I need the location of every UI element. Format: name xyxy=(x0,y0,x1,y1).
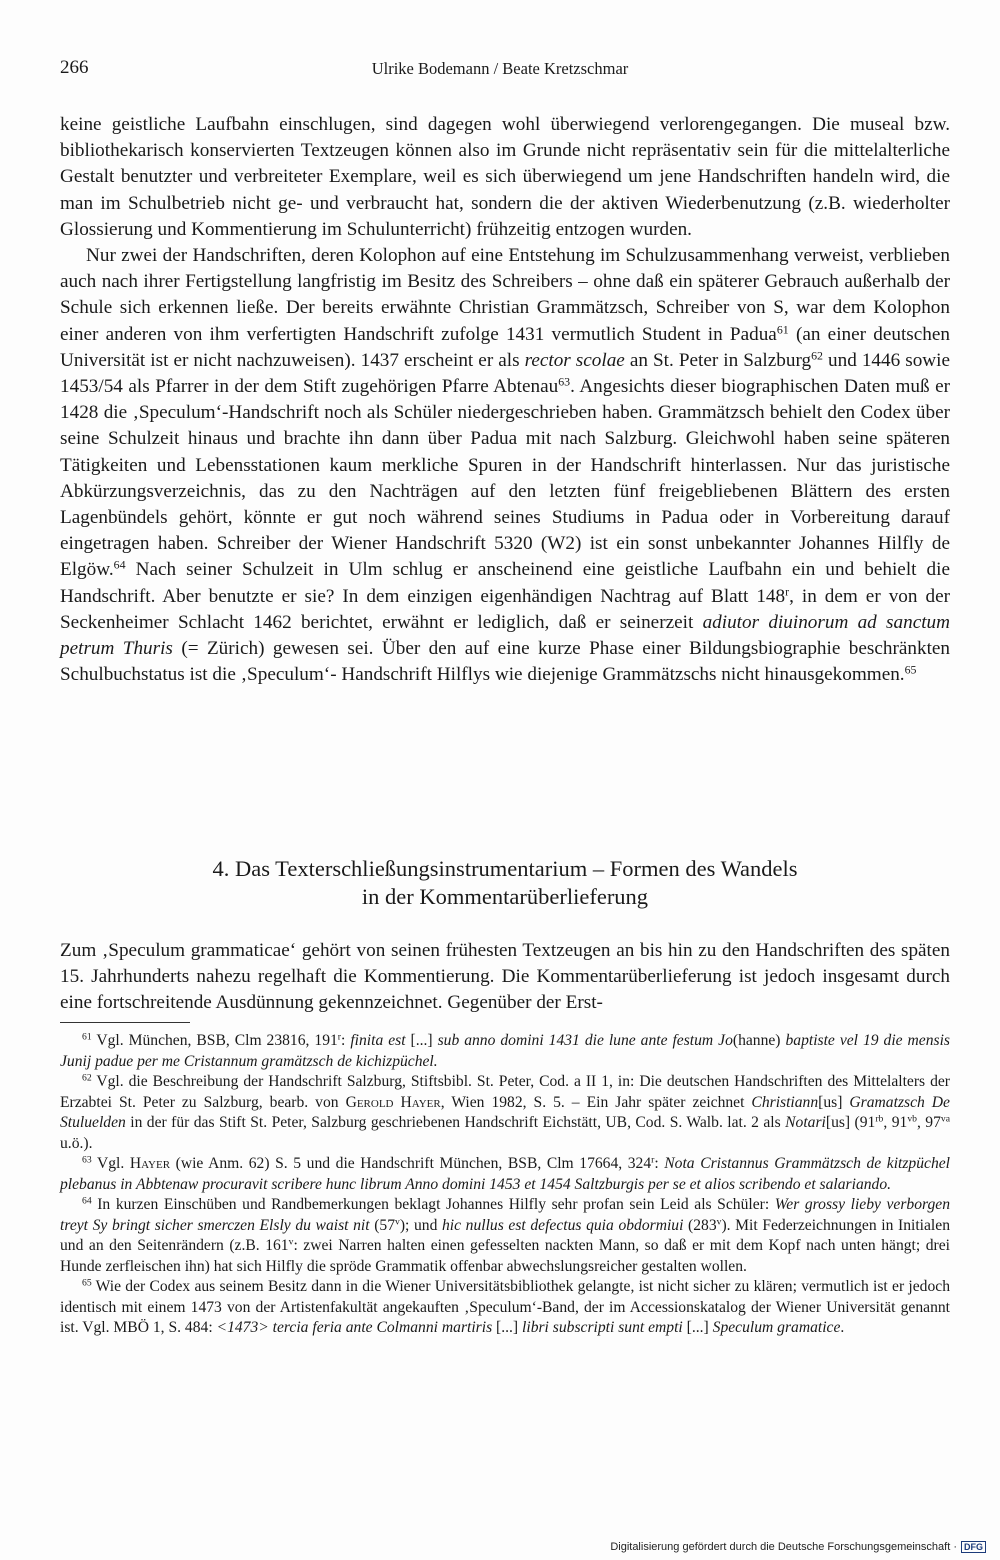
footnote-ref-61[interactable]: 61 xyxy=(776,322,789,337)
text-run: , in dem er von der Seckenheimer Schlacht 1462 berichtet, erwähnt er lediglich, daß er seinerzeit xyxy=(60,585,950,633)
italic-quote: Notari xyxy=(785,1114,826,1131)
footnote-ref-63[interactable]: 63 xyxy=(558,374,571,389)
text-run: [us] (91 xyxy=(825,1114,876,1131)
folio-sup: vb xyxy=(907,1113,917,1125)
text-run: Vgl. München, BSB, Clm 23816, 191 xyxy=(91,1032,338,1049)
paragraph-1: keine geistliche Laufbahn einschlugen, sind dagegen wohl überwiegend verlorengegangen. Die museal bzw. bibliothekarisch konservierten Textzeugen können also im Grunde nicht repräsentativ sein für die mittelalterliche Gestalt benutzter und verbreiteter Exemplare, weil es sich überwiegend um jene Handschriften handeln wird, die man im Schulbetrieb nicht ge- und verbraucht hat, sondern die der aktiven Wiederbenutzung (z.B. wiederholter Glossierung und Kommentierung im Schulunterricht) frühzeitig entzogen wurden. xyxy=(60,114,950,240)
text-run: (an einer deutschen Universität ist er nicht nachzuweisen). 1437 erscheint er als xyxy=(60,323,950,371)
text-run: (= Zürich) gewesen sei. Über den auf eine kurze Phase einer Bildungsbiographie beschränkten Schulbuchstatus ist die ‚Speculum‘- Handschrift Hilflys wie diejenige Grammätzschs nicht hinausgekommen. xyxy=(60,638,951,686)
italic-quote: libri subscripti sunt empti xyxy=(522,1319,683,1336)
italic-quote: baptiste vel 19 die mensis Junij padue per me Cristannum gramätzsch de kichizpüchel. xyxy=(60,1032,950,1070)
text-run: Vgl. xyxy=(91,1155,130,1172)
italic-quote: Christiann xyxy=(751,1093,819,1111)
folio-sup: va xyxy=(940,1113,951,1125)
footnote-62 xyxy=(60,1072,950,1154)
footer-text: Digitalisierung gefördert durch die Deutsche Forschungsgemeinschaft · xyxy=(610,1541,957,1553)
text-run: [...] xyxy=(405,1032,438,1049)
folio-sup: v xyxy=(288,1236,294,1248)
footnote-64 xyxy=(60,1195,950,1277)
footnote-number: 63 xyxy=(82,1154,92,1166)
page-number: 266 xyxy=(60,57,89,78)
dfg-logo-icon: DFG xyxy=(961,1541,986,1553)
italic-quote: <1473> tercia feria ante Colmanni martiris xyxy=(216,1319,493,1336)
text-run: an St. Peter in Salzburg xyxy=(624,349,812,371)
text-run: : xyxy=(341,1032,351,1049)
folio-sup: v xyxy=(395,1216,400,1228)
footnotes xyxy=(60,1031,950,1339)
text-run: In kurzen Einschüben und Randbemerkungen beklagt Johannes Hilfly sehr profan sein Leid als Schüler: xyxy=(91,1196,775,1213)
italic-quote: sub anno domini 1431 die lune ante festum Jo xyxy=(437,1032,733,1049)
text-run: . Angesichts dieser biographischen Daten muß er 1428 die ‚Speculum‘-Handschrift noch als Schüler niedergeschrieben haben. Grammätzsch behielt den Codex über seine Schulzeit hinaus und brachte ihn dann über Padua mit nach Salzburg. Gleichwohl haben seine späteren Tätigkeiten und Lebensstationen kaum merkliche Spuren in der Handschrift hinterlassen. Nur das juristische Abkürzungsverzeichnis, das zu den Nachträgen auf den letzten fünf freigebliebenen Blättern des ersten Lagenbündels gehört, könnte er gut noch während seines Studiums in Padua oder in Vorbereitung darauf eingetragen haben. Schreiber der Wiener Handschrift 5320 (W2) ist ein sonst unbekannter Johannes Hilfly de Elgöw. xyxy=(60,376,950,581)
text-run: [...] xyxy=(682,1319,713,1336)
digitization-footer xyxy=(610,1541,986,1553)
footnote-63 xyxy=(60,1154,950,1195)
text-run: [...] xyxy=(492,1319,523,1336)
text-run: , 91 xyxy=(883,1114,908,1131)
text-run: . xyxy=(840,1319,845,1336)
footnote-ref-64[interactable]: 64 xyxy=(113,557,126,572)
footnote-number: 65 xyxy=(82,1277,92,1289)
folio-sup: r xyxy=(651,1154,655,1166)
author-name: Gerold Hayer xyxy=(345,1093,441,1111)
text-run: ); und xyxy=(399,1216,442,1234)
text-run: , 97 xyxy=(916,1114,941,1131)
text-run: (283 xyxy=(683,1216,717,1234)
running-head: Ulrike Bodemann / Beate Kretzschmar xyxy=(371,59,629,78)
footnote-65 xyxy=(60,1277,950,1339)
italic-quote: adiutor diuinorum ad sanctum petrum Thuris xyxy=(60,611,950,660)
footnote-number: 61 xyxy=(82,1031,92,1043)
text-run: in der für das Stift St. Peter, Salzburg geschriebenen Handschrift Eichstätt, UB, Cod. S. Walb. lat. 2 als xyxy=(125,1114,786,1131)
italic-quote: Gramatzsch De Stuluelden xyxy=(60,1093,950,1131)
text-run: (hanne) xyxy=(732,1032,781,1049)
text-run: und 1446 sowie 1453/54 als Pfarrer in der dem Stift zugehörigen Pfarre Abtenau xyxy=(60,349,951,398)
body-text xyxy=(60,112,950,688)
italic-term: rector scolae xyxy=(524,349,625,371)
paragraph-2 xyxy=(60,243,950,688)
footnote-ref-62[interactable]: 62 xyxy=(811,348,823,363)
paragraph-3: Zum ‚Speculum grammaticae‘ gehört von seinen frühesten Textzeugen an bis hin zu den Handschriften des späten 15. Jahrhunderts nahezu regelhaft die Kommentierung. Die Kommentarüberlieferung ist jedoch insgesamt durch eine fortschreitende Ausdünnung gekennzeichnet. Gegenüber der Erst- xyxy=(60,940,950,1014)
text-run: [us] xyxy=(818,1093,850,1111)
folio-recto: r xyxy=(785,584,790,599)
italic-quote: Wer grossy lieby verborgen treyt Sy bringt sicher smerczen Elsly du waist nit xyxy=(60,1196,951,1234)
text-run: , Wien 1982, S. 5. – Ein Jahr später zeichnet xyxy=(440,1093,752,1111)
author-name: Hayer xyxy=(129,1155,171,1172)
text-run: u.ö.). xyxy=(60,1134,93,1152)
text-run: Wie der Codex aus seinem Besitz dann in die Wiener Universitätsbibliothek gelangte, ist nicht sicher zu klären; vermutlich ist er jedoch identisch mit einem 1473 von der Artistenfakultät angekauften ‚Speculum‘-Band, der im Accessionskatalog der Wiener Universität genannt ist. Vgl. MBÖ 1, S. 484: xyxy=(60,1278,950,1336)
text-run: (wie Anm. 62) S. 5 und die Handschrift München, BSB, Clm 17664, 324 xyxy=(170,1155,652,1172)
body-text-continued xyxy=(60,938,950,1017)
folio-sup: r xyxy=(337,1031,342,1043)
section-heading xyxy=(60,855,950,911)
italic-quote: Speculum gramatice xyxy=(712,1319,841,1336)
text-run: : zwei Narren halten einen gefesselten nackten Mann, so daß er mit dem Kopf nach unten hängt; drei Hunde zerfleischen ihn) hat sich Hilfly die spröde Grammatik offenbar abwechslungsreicher gestalten wollen. xyxy=(60,1237,950,1275)
text-run: ). Mit Federzeichnungen in Initialen und an den Seitenrändern (z.B. 161 xyxy=(60,1216,950,1254)
footnote-divider xyxy=(60,1022,190,1023)
italic-quote: hic nullus est defectus quia obdormiui xyxy=(442,1216,684,1234)
text-run: Nur zwei der Handschriften, deren Kolophon auf eine Entstehung im Schulzusammenhang verweist, verblieben auch nach ihrer Fertigstellung langfristig im Besitz des Schreibers – ohne daß ein späterer Gebrauch außerhalb der Schule sich erkennen ließe. Der bereits erwähnte Christian Grammätzsch, Schreiber von S, war dem Kolophon einer anderen von ihm verfertigten Handschrift zufolge 1431 vermutlich Student in Padua xyxy=(60,245,950,345)
italic-quote: Nota Cristannus Grammätzsch de kitzpüchel plebanus in Abbtenaw procuravit scribere hunc librum Anno domini 1453 et 1454 Saltzburgis per se et alios scribendo et salariando. xyxy=(60,1155,950,1193)
italic-quote: finita est xyxy=(350,1032,406,1049)
footnote-number: 64 xyxy=(82,1195,92,1207)
folio-sup: rb xyxy=(875,1113,884,1125)
section-heading-line-1: 4. Das Texterschließungsinstrumentarium – Formen des Wandels xyxy=(212,856,798,881)
footnote-number: 62 xyxy=(82,1072,92,1084)
text-run: (57 xyxy=(369,1216,395,1234)
text-run: Vgl. die Beschreibung der Handschrift Salzburg, Stiftsbibl. St. Peter, Cod. a II 1, in: Die deutschen Handschriften des Mittelalters der Erzabtei St. Peter zu Salzburg, bearb. von xyxy=(60,1073,950,1111)
folio-sup: v xyxy=(716,1216,722,1228)
section-heading-line-2: in der Kommentarüberlieferung xyxy=(361,884,649,909)
text-run: Nach seiner Schulzeit in Ulm schlug er anscheinend eine geistliche Laufbahn ein und behielt die Handschrift. Aber benutzte er sie? In dem einzigen eigenhändigen Nachtrag auf Blatt 148 xyxy=(60,559,950,607)
footnote-ref-65[interactable]: 65 xyxy=(904,662,917,677)
text-run: : xyxy=(654,1155,665,1172)
footnote-61 xyxy=(60,1031,950,1072)
